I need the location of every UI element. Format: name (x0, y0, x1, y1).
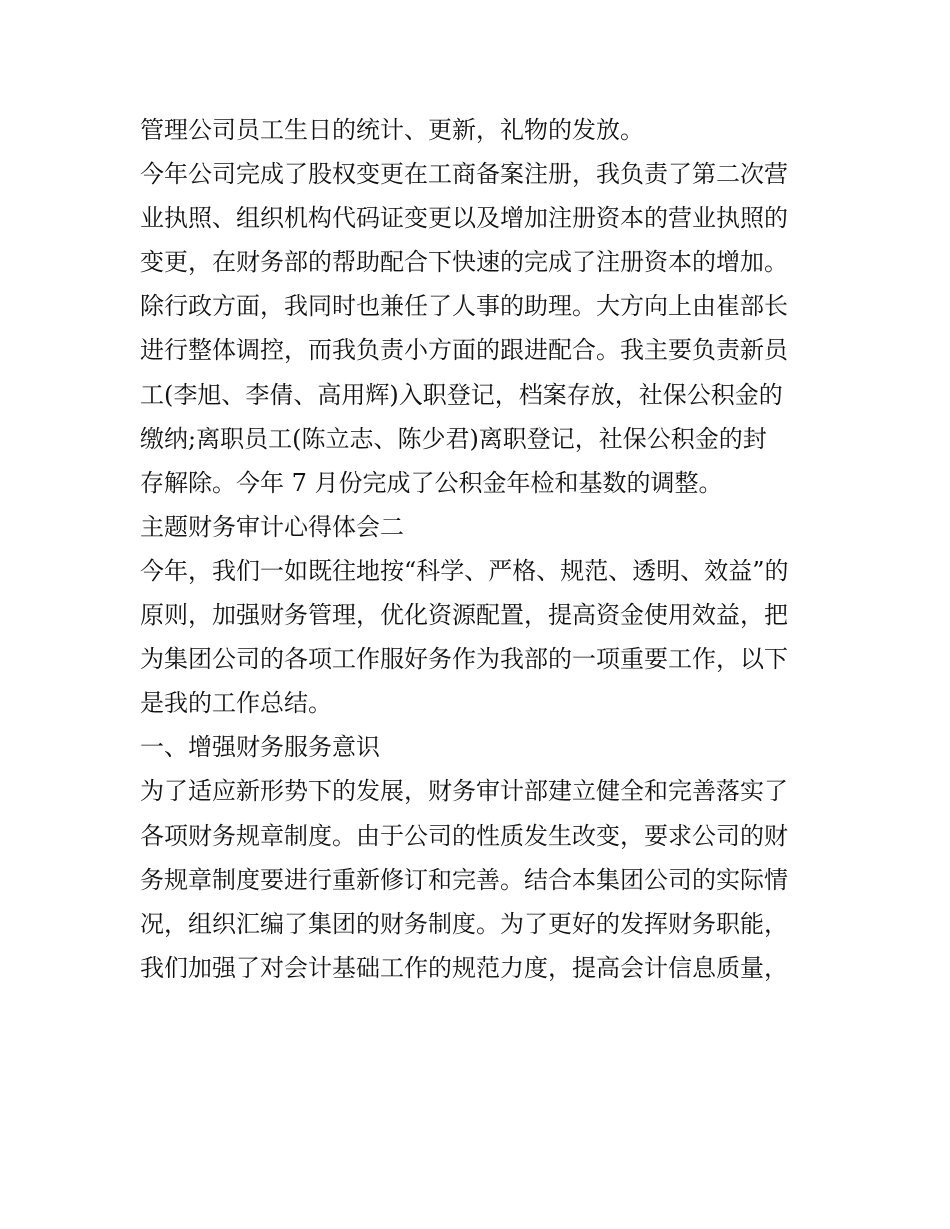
text-line-8: 缴纳;离职员工(陈立志、陈少君)离职登记，社保公积金的封 (140, 424, 767, 453)
text-line-20: 我们加强了对会计基础工作的规范力度，提高会计信息质量， (140, 953, 788, 982)
section-heading-line: 主题财务审计心得体会二 (140, 512, 404, 541)
text-line-14: 是我的工作总结。 (140, 689, 332, 718)
text-line-17: 各项财务规章制度。由于公司的性质发生改变，要求公司的财 (140, 821, 788, 850)
text-line-2: 今年公司完成了股权变更在工商备案注册，我负责了第二次营 (140, 160, 788, 189)
document-body (140, 108, 820, 990)
text-line-3: 业执照、组织机构代码证变更以及增加注册资本的营业执照的 (140, 204, 788, 233)
text-line-4: 变更，在财务部的帮助配合下快速的完成了注册资本的增加。 (140, 248, 788, 277)
text-line-16: 为了适应新形势下的发展，财务审计部建立健全和完善落实了 (140, 777, 788, 806)
text-line-5: 除行政方面，我同时也兼任了人事的助理。大方向上由崔部长 (140, 292, 788, 321)
text-line-1: 管理公司员工生日的统计、更新，礼物的发放。 (140, 116, 644, 144)
text-line-6: 进行整体调控，而我负责小方面的跟进配合。我主要负责新员 (140, 336, 788, 365)
text-line-19: 况，组织汇编了集团的财务制度。为了更好的发挥财务职能， (140, 909, 788, 938)
text-line-9: 存解除。今年 7 月份完成了公积金年检和基数的调整。 (140, 468, 723, 497)
subsection-heading-line: 一、增强财务服务意识 (140, 733, 380, 762)
text-line-13: 为集团公司的各项工作服好务作为我部的一项重要工作，以下 (140, 645, 788, 674)
text-line-7: 工(李旭、李倩、高用辉)入职登记，档案存放，社保公积金的 (140, 380, 783, 409)
text-line-11: 今年，我们一如既往地按“科学、严格、规范、透明、效益”的 (140, 556, 789, 585)
text-line-12: 原则，加强财务管理，优化资源配置，提高资金使用效益，把 (140, 601, 788, 630)
text-line-18: 务规章制度要进行重新修订和完善。结合本集团公司的实际情 (140, 865, 788, 894)
